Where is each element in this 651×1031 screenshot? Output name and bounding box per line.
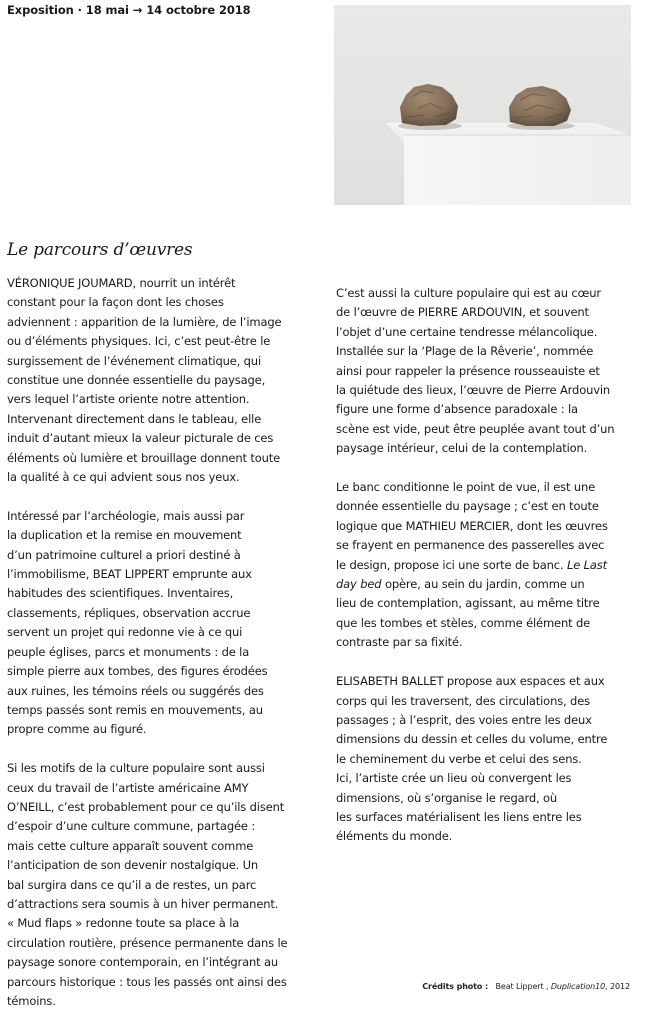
paragraph-veronique-joumard — [7, 274, 317, 487]
credits-work-title: Duplication10 — [550, 982, 606, 991]
text-line: la duplication et la remise en mouvement — [7, 528, 242, 543]
text-line: éléments où lumière et brouillage donnent toute — [7, 450, 281, 465]
text-line: corps qui les traversent, des circulations, des — [336, 693, 590, 708]
credits-year: , 2012 — [605, 982, 630, 991]
photo-illustration — [334, 5, 631, 205]
text-line: O’NEILL, c’est probablement pour ce qu’ils disent — [7, 799, 285, 814]
text-line: Intéressé par l’archéologie, mais aussi par — [7, 508, 245, 523]
text-line: propre comme au figuré. — [7, 722, 147, 737]
text-line: Intervenant directement dans le tableau, elle — [7, 411, 262, 426]
text-line: dimensions, où s’organise le regard, où — [336, 790, 558, 805]
text-line: la quiétude des lieux, l’œuvre de Pierre Ardouvin — [336, 383, 611, 398]
text-line: VÉRONIQUE JOUMARD, nourrit un intérêt — [7, 276, 236, 290]
artwork-title-fragment: Le Last — [566, 557, 607, 572]
text-line: mais cette culture apparaît souvent comme — [7, 838, 254, 853]
text-fragment: opère, au sein du jardin, comme un — [381, 577, 585, 592]
text-line: Ici, l’artiste crée un lieu où convergent les — [336, 771, 572, 786]
text-line: contraste par sa fixité. — [336, 635, 463, 650]
paragraph-amy-oneill — [7, 759, 317, 1011]
paragraph-beat-lippert — [7, 507, 317, 740]
text-line: scène est vide, peut être peuplée avant tout d’un — [336, 421, 615, 436]
text-line: paysage sonore contemporain, en l’intégrant au — [7, 955, 279, 970]
text-line: « Mud flaps » redonne toute sa place à la — [7, 916, 240, 931]
section-title: Le parcours d’œuvres — [7, 240, 193, 260]
text-line: le cheminement du verbe et celui des sens. — [336, 751, 582, 766]
text-line: habitudes des scientifiques. Inventaires, — [7, 586, 234, 601]
text-line: parcours historique : tous les passés ont ainsi des — [7, 974, 287, 989]
text-line: temps passés sont remis en mouvements, au — [7, 702, 263, 717]
text-line: témoins. — [7, 994, 56, 1008]
photo-credits — [422, 982, 630, 991]
text-line: Si les motifs de la culture populaire sont aussi — [7, 761, 265, 776]
text-line: de l’œuvre de PIERRE ARDOUVIN, et souvent — [336, 305, 589, 320]
credits-label: Crédits photo : — [422, 982, 489, 991]
text-line: dimensions du dessin et celles du volume, entre — [336, 732, 608, 747]
text-line: que les tombes et stèles, comme élément de — [336, 615, 591, 630]
text-line: ELISABETH BALLET propose aux espaces et aux — [336, 674, 605, 689]
exhibition-dates-header: Exposition · 18 mai → 14 octobre 2018 — [7, 3, 251, 17]
text-line: simple pierre aux tombes, des figures érodées — [7, 664, 268, 679]
text-line: éléments du monde. — [336, 829, 453, 844]
text-line: peuple églises, parcs et monuments : de la — [7, 644, 250, 659]
text-line: l’objet d’une certaine tendresse mélancolique. — [336, 324, 598, 339]
text-line: d’espoir d’une culture commune, partagée : — [7, 819, 256, 834]
right-text-column — [336, 284, 632, 866]
text-line — [336, 575, 632, 594]
text-line: se frayent en permanence des passerelles avec — [336, 538, 605, 553]
text-line: constant pour la façon dont les choses — [7, 295, 224, 310]
paragraph-elisabeth-ballet — [336, 672, 632, 847]
text-fragment: le design, propose ici une sorte de banc. — [336, 557, 567, 572]
text-line: induit d’autant mieux la valeur picturale de ces — [7, 431, 274, 446]
paragraph-mathieu-mercier — [336, 478, 632, 653]
text-line: donnée essentielle du paysage ; c’est en toute — [336, 499, 599, 514]
text-line: C’est aussi la culture populaire qui est au cœur — [336, 286, 601, 300]
text-line: classements, répliques, observation accrue — [7, 605, 251, 620]
text-line: l’immobilisme, BEAT LIPPERT emprunte aux — [7, 567, 252, 582]
paragraph-pierre-ardouvin — [336, 284, 632, 459]
text-line: bal surgira dans ce qu’il a de restes, un parc — [7, 877, 257, 892]
text-line: paysage intérieur, celui de la contemplation. — [336, 441, 588, 456]
text-line: ainsi pour rappeler la présence rousseauiste et — [336, 363, 600, 378]
text-line: Le banc conditionne le point de vue, il est une — [336, 480, 596, 495]
artwork-title-fragment: day bed — [336, 577, 382, 592]
text-line: d’attractions sera soumis à un hiver permanent. — [7, 896, 279, 911]
text-line: logique que MATHIEU MERCIER, dont les œuvres — [336, 518, 608, 533]
text-line: la qualité à ce qui advient sous nos yeux. — [7, 470, 240, 485]
text-line: constitue une donnée essentielle du paysage, — [7, 373, 266, 388]
text-line: lieu de contemplation, agissant, au même titre — [336, 596, 600, 611]
text-line: les surfaces matérialisent les liens entre les — [336, 809, 582, 824]
text-line: l’anticipation de son devenir nostalgique. Un — [7, 858, 259, 873]
text-line: vers lequel l’artiste oriente notre attention. — [7, 392, 250, 407]
stone-sculpture-photo — [334, 5, 631, 205]
text-line: ceux du travail de l’artiste américaine AMY — [7, 780, 249, 795]
text-line: figure une forme d’absence paradoxale : la — [336, 402, 578, 417]
text-line: passages ; à l’esprit, des voies entre les deux — [336, 712, 592, 727]
text-line: aux ruines, les témoins réels ou suggérés des — [7, 683, 264, 698]
text-line: d’un patrimoine culturel a priori destiné à — [7, 547, 241, 562]
text-line: circulation routière, présence permanente dans le — [7, 935, 288, 950]
text-line: adviennent : apparition de la lumière, de l’image — [7, 314, 282, 329]
text-line: servent un projet qui redonne vie à ce qui — [7, 625, 243, 640]
text-line: ou d’éléments physiques. Ici, c’est peut-être le — [7, 334, 271, 349]
left-text-column — [7, 274, 317, 1031]
text-line: surgissement de l’événement climatique, qui — [7, 353, 261, 368]
text-line: Installée sur la ‘Plage de la Rêverie’, nommée — [336, 344, 594, 359]
credits-artist: Beat Lippert , — [495, 982, 549, 991]
text-line — [336, 556, 632, 575]
